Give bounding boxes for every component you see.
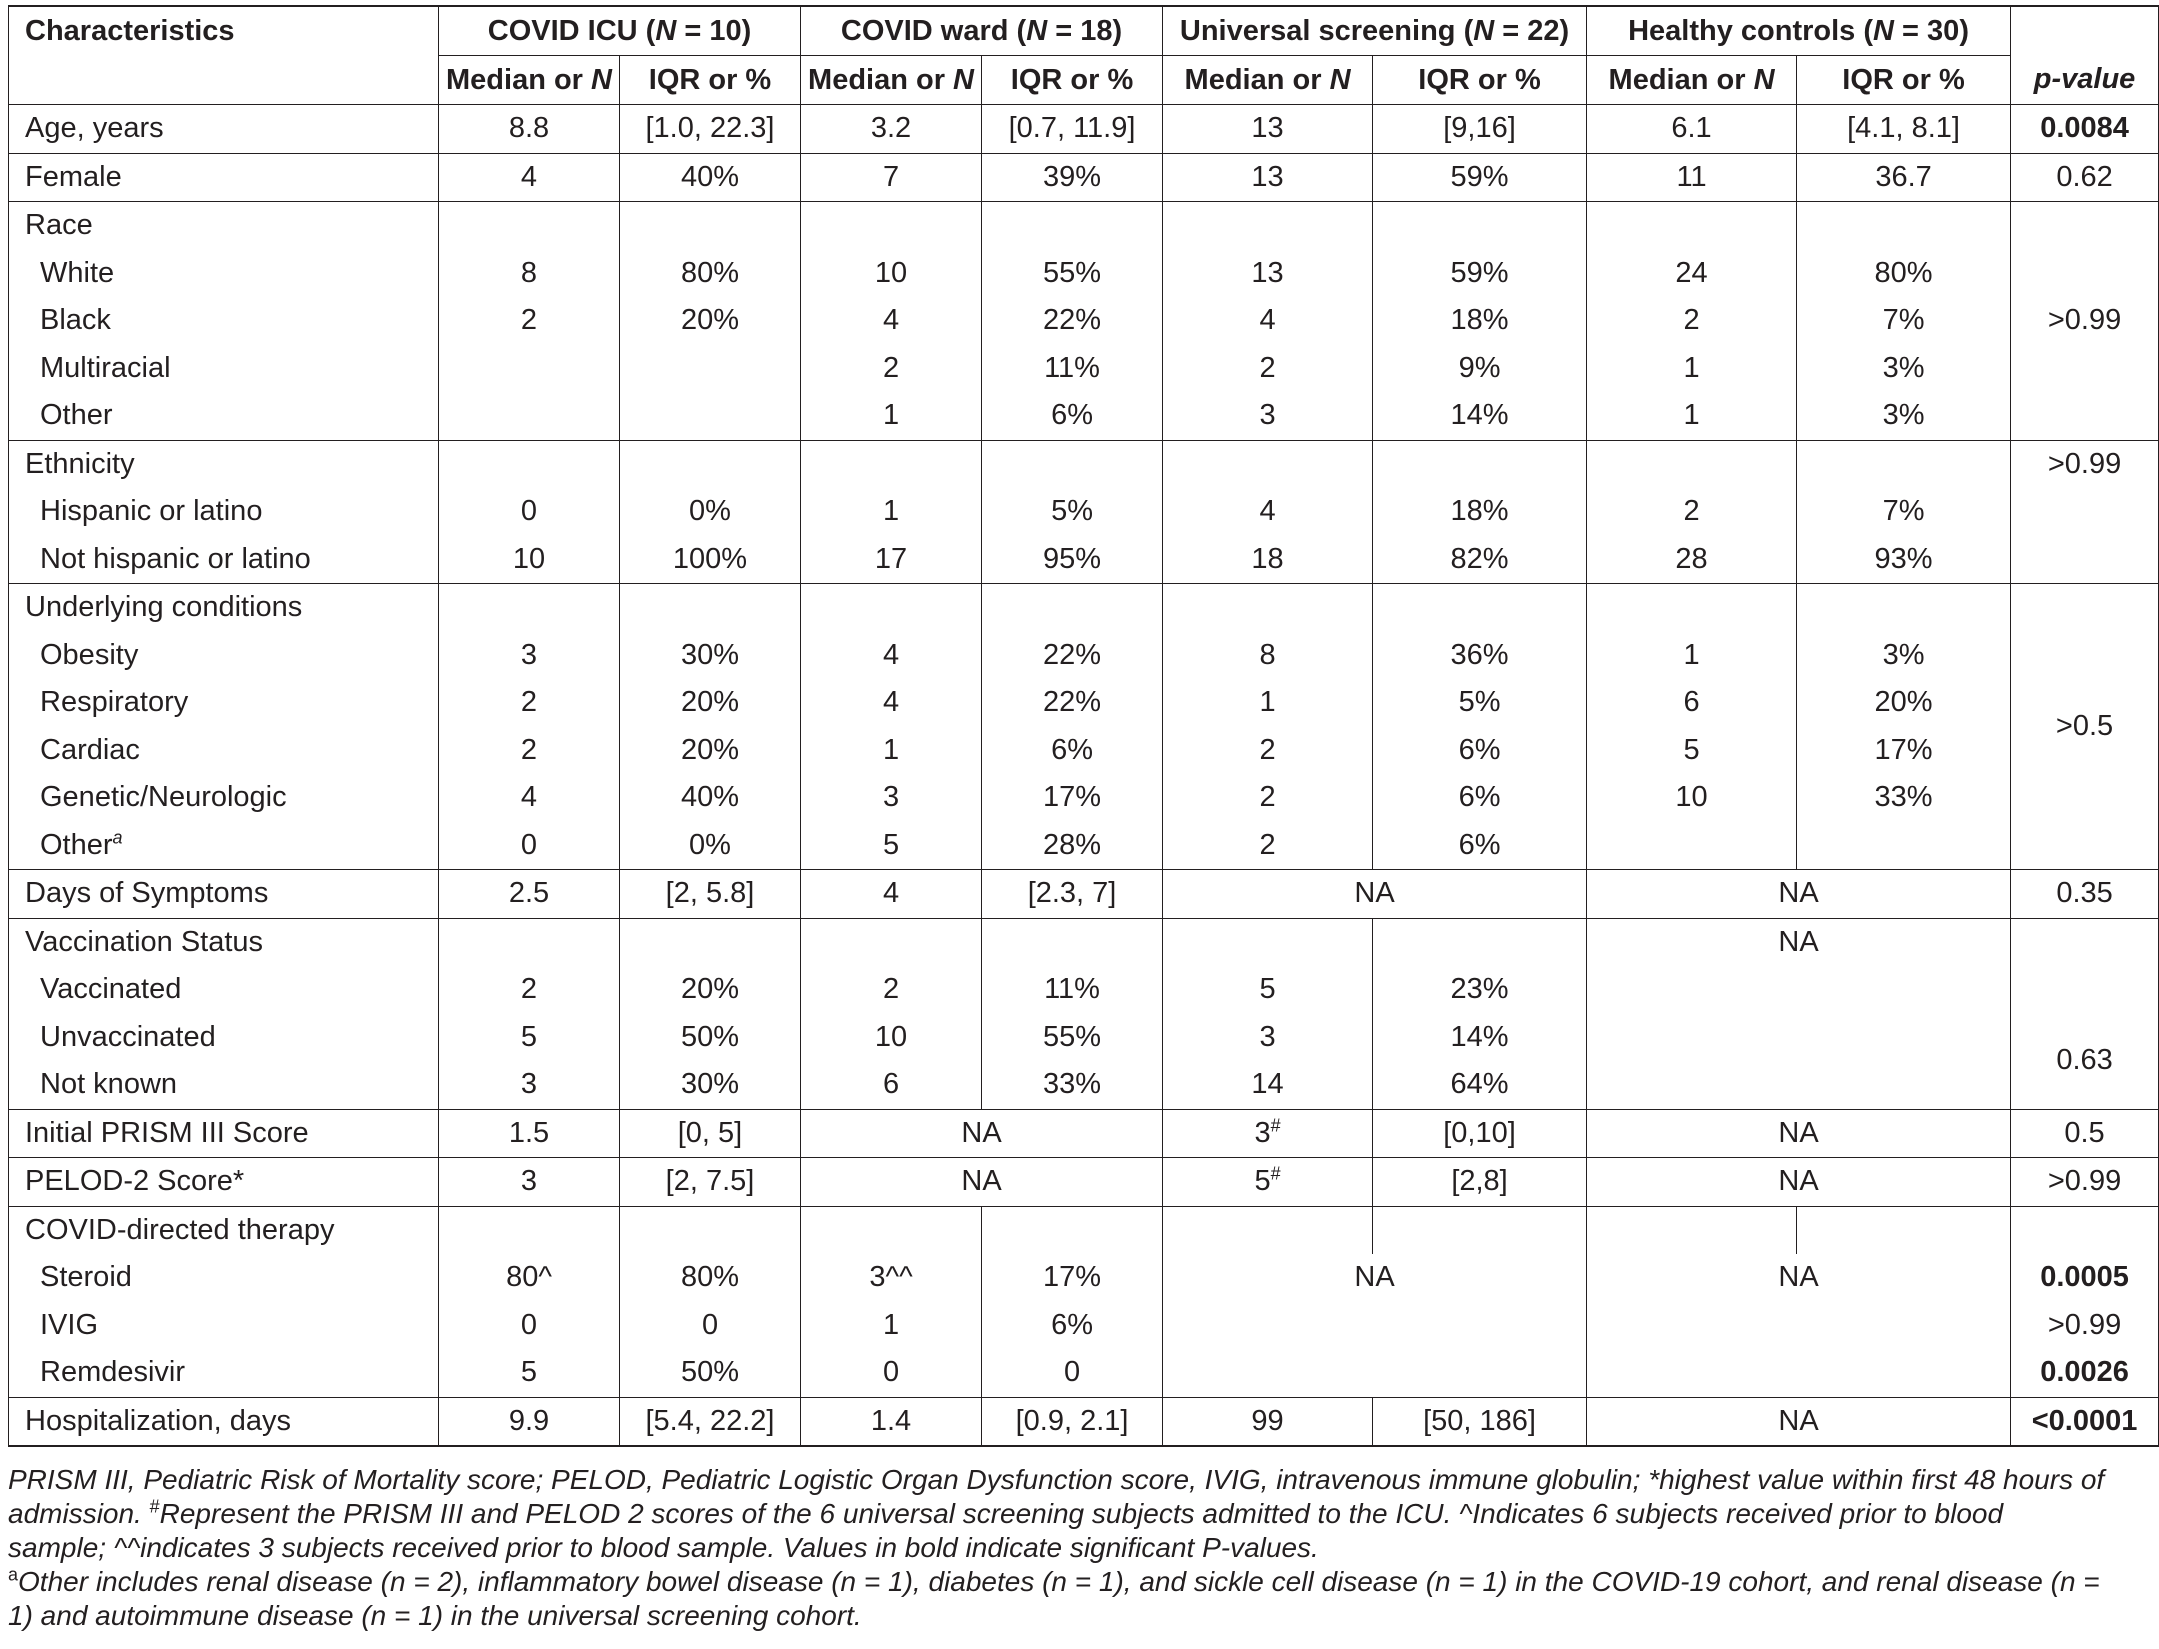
table-cell: 2	[1163, 345, 1373, 393]
table-cell: 0	[439, 488, 620, 536]
table-cell: 11	[1587, 153, 1797, 202]
table-row	[9, 488, 2159, 536]
table-row	[9, 1061, 2159, 1109]
table-cell: 33%	[982, 1061, 1163, 1109]
table-cell: 3	[1163, 1014, 1373, 1062]
table-row	[9, 1349, 2159, 1397]
table-cell: [4.1, 8.1]	[1797, 105, 2011, 154]
table-cell: 8.8	[439, 105, 620, 154]
table-cell: 80%	[620, 1254, 801, 1302]
table-cell: 5%	[982, 488, 1163, 536]
table-cell	[620, 392, 801, 440]
table-cell: 6	[1587, 679, 1797, 727]
table-cell: [9,16]	[1373, 105, 1587, 154]
row-label: IVIG	[9, 1302, 439, 1350]
table-row	[9, 1109, 2159, 1158]
table-cell: 50%	[620, 1349, 801, 1397]
subheader-median: Median or N	[439, 56, 620, 105]
table-cell: [0.9, 2.1]	[982, 1397, 1163, 1446]
table-row	[9, 202, 2159, 250]
table-cell: [5.4, 22.2]	[620, 1397, 801, 1446]
table-cell: 6%	[982, 727, 1163, 775]
pvalue-cell: <0.0001	[2011, 1397, 2159, 1446]
table-cell	[1587, 822, 1797, 870]
table-cell: 4	[801, 870, 982, 919]
table-cell: 3	[1163, 392, 1373, 440]
table-cell: 7	[801, 153, 982, 202]
table-row	[9, 966, 2159, 1014]
subheader-median: Median or N	[1587, 56, 1797, 105]
table-cell: [2, 7.5]	[620, 1158, 801, 1207]
table-row	[9, 1014, 2159, 1062]
table-cell: 18%	[1373, 297, 1587, 345]
table-cell: 2	[439, 679, 620, 727]
table-cell: 20%	[620, 727, 801, 775]
footnote-abbreviations: PRISM III, Pediatric Risk of Mortality score; PELOD, Pediatric Logistic Organ Dysfunction score, IVIG, intravenous immune globulin; *highest value within first 48 hours of admission. #Represent the PRISM III and PELOD 2 scores of the 6 universal screening subjects admitted to the ICU. ^Indicates 6 subjects received prior to blood sample; ^^indicates 3 subjects received prior to blood sample. Values in bold indicate significant P-values.	[8, 1464, 2105, 1563]
table-cell: 5	[1587, 727, 1797, 775]
table-cell: NA	[801, 1158, 1163, 1207]
table-cell: 24	[1587, 250, 1797, 298]
row-label: Unvaccinated	[9, 1014, 439, 1062]
table-cell: 30%	[620, 1061, 801, 1109]
row-label: Ethnicity	[9, 440, 439, 488]
table-cell: 3%	[1797, 632, 2011, 680]
table-row	[9, 727, 2159, 775]
table-cell: NA	[1587, 870, 2011, 919]
table-cell: 13	[1163, 250, 1373, 298]
table-row	[9, 1158, 2159, 1207]
table-cell: 5	[801, 822, 982, 870]
table-cell: 6%	[982, 1302, 1163, 1350]
row-label: Female	[9, 153, 439, 202]
row-label: White	[9, 250, 439, 298]
pvalue-cell: 0.0084	[2011, 105, 2159, 154]
table-cell: 14	[1163, 1061, 1373, 1109]
row-label: Obesity	[9, 632, 439, 680]
table-cell: 4	[801, 632, 982, 680]
table-cell: 9.9	[439, 1397, 620, 1446]
table-cell: 3	[439, 632, 620, 680]
table-cell: 80%	[1797, 250, 2011, 298]
table-cell: 1	[801, 1302, 982, 1350]
row-label: Hispanic or latino	[9, 488, 439, 536]
table-cell: 13	[1163, 153, 1373, 202]
table-cell: 1	[1587, 392, 1797, 440]
table-row	[9, 440, 2159, 488]
row-label: COVID-directed therapy	[9, 1206, 439, 1254]
table-cell: [50, 186]	[1373, 1397, 1587, 1446]
table-row	[9, 918, 2159, 966]
subheader-iqr: IQR or %	[1373, 56, 1587, 105]
pvalue-cell: >0.99	[2011, 1158, 2159, 1207]
row-label: Hospitalization, days	[9, 1397, 439, 1446]
row-label: PELOD-2 Score*	[9, 1158, 439, 1207]
table-cell: 59%	[1373, 153, 1587, 202]
table-row	[9, 250, 2159, 298]
table-cell: 6	[801, 1061, 982, 1109]
table-cell: 5	[1163, 966, 1373, 1014]
subheader-iqr: IQR or %	[1797, 56, 2011, 105]
header-row-groups	[9, 6, 2159, 56]
table-cell: NA	[1587, 1397, 2011, 1446]
table-cell: 17	[801, 536, 982, 584]
table-cell: 95%	[982, 536, 1163, 584]
table-cell: 55%	[982, 250, 1163, 298]
table-cell: 17%	[1797, 727, 2011, 775]
table-cell: 0	[439, 1302, 620, 1350]
table-cell: 8	[1163, 632, 1373, 680]
table-cell: 2	[1163, 774, 1373, 822]
table-row	[9, 297, 2159, 345]
table-cell: NA	[801, 1109, 1163, 1158]
header-group-healthy-controls: Healthy controls (N = 30)	[1587, 6, 2011, 56]
pvalue-cell: 0.63	[2011, 918, 2159, 1109]
table-cell: 50%	[620, 1014, 801, 1062]
table-cell: 59%	[1373, 250, 1587, 298]
table-cell: 36%	[1373, 632, 1587, 680]
table-cell: 6%	[1373, 774, 1587, 822]
table-cell: 1	[801, 392, 982, 440]
table-cell: 9%	[1373, 345, 1587, 393]
table-cell: 4	[439, 153, 620, 202]
table-cell: [0.7, 11.9]	[982, 105, 1163, 154]
table-cell: 14%	[1373, 1014, 1587, 1062]
table-cell: 80%	[620, 250, 801, 298]
row-label: Genetic/Neurologic	[9, 774, 439, 822]
table-cell: 10	[801, 1014, 982, 1062]
table-cell: 93%	[1797, 536, 2011, 584]
pvalue-cell: >0.99	[2011, 440, 2159, 488]
table-cell: 6%	[982, 392, 1163, 440]
table-cell: 3	[439, 1158, 620, 1207]
table-cell	[439, 392, 620, 440]
table-cell: 36.7	[1797, 153, 2011, 202]
table-cell: [0,10]	[1373, 1109, 1587, 1158]
table-cell: 3^^	[801, 1254, 982, 1302]
pvalue-cell: >0.99	[2011, 1302, 2159, 1350]
table-cell: 10	[439, 536, 620, 584]
table-row	[9, 105, 2159, 154]
pvalue-cell: >0.99	[2011, 202, 2159, 441]
characteristics-table	[8, 5, 2159, 1447]
table-cell	[1797, 822, 2011, 870]
subheader-iqr: IQR or %	[620, 56, 801, 105]
table-cell: 2	[439, 727, 620, 775]
table-cell: 2.5	[439, 870, 620, 919]
table-cell: [0, 5]	[620, 1109, 801, 1158]
table-cell: 3%	[1797, 345, 2011, 393]
table-cell: [1.0, 22.3]	[620, 105, 801, 154]
table-cell: 30%	[620, 632, 801, 680]
table-cell: 4	[1163, 488, 1373, 536]
table-cell: 64%	[1373, 1061, 1587, 1109]
table-row	[9, 536, 2159, 584]
subheader-median: Median or N	[1163, 56, 1373, 105]
row-label: Steroid	[9, 1254, 439, 1302]
table-cell: 2	[1163, 822, 1373, 870]
table-cell: 39%	[982, 153, 1163, 202]
table-cell: 6%	[1373, 822, 1587, 870]
table-cell: NA	[1587, 1254, 2011, 1302]
table-cell: 1	[1163, 679, 1373, 727]
table-cell: 18%	[1373, 488, 1587, 536]
table-row	[9, 345, 2159, 393]
table-cell: NA	[1163, 1254, 1587, 1302]
table-cell: 33%	[1797, 774, 2011, 822]
row-label: Race	[9, 202, 439, 250]
header-group-covid-ward: COVID ward (N = 18)	[801, 6, 1163, 56]
table-cell: 2	[439, 297, 620, 345]
table-footnotes	[8, 1463, 2108, 1633]
table-cell: 2	[439, 966, 620, 1014]
row-label: Age, years	[9, 105, 439, 154]
header-pvalue-top	[2011, 6, 2159, 56]
table-row	[9, 1397, 2159, 1446]
table-cell: 11%	[982, 966, 1163, 1014]
table-cell: 2	[1163, 727, 1373, 775]
table-cell: 4	[1163, 297, 1373, 345]
row-label: Other	[9, 392, 439, 440]
table-row	[9, 822, 2159, 870]
pvalue-cell: 0.35	[2011, 870, 2159, 919]
table-cell	[439, 345, 620, 393]
table-cell: 2	[1587, 488, 1797, 536]
table-cell: 3	[439, 1061, 620, 1109]
row-label: Cardiac	[9, 727, 439, 775]
footnote-other-conditions: $^a$Other includes renal disease (n = 2), inflammatory bowel disease (n = 1), diabetes (n = 1), and sickle cell disease (n = 1) in the COVID-19 cohort, and renal disease (n = 1) and autoimmune disease (n = 1) in the universal screening cohort.	[8, 1564, 2100, 1631]
table-cell: 3.2	[801, 105, 982, 154]
table-cell: 10	[1587, 774, 1797, 822]
table-cell: 5#	[1163, 1158, 1373, 1207]
row-label: Remdesivir	[9, 1349, 439, 1397]
table-cell: 14%	[1373, 392, 1587, 440]
table-cell: 5%	[1373, 679, 1587, 727]
table-row	[9, 774, 2159, 822]
table-cell: 28%	[982, 822, 1163, 870]
table-cell: 23%	[1373, 966, 1587, 1014]
pvalue-cell: 0.0026	[2011, 1349, 2159, 1397]
table-cell: 80^	[439, 1254, 620, 1302]
row-label: Other$^a$	[9, 822, 439, 870]
table-cell: 13	[1163, 105, 1373, 154]
table-row	[9, 679, 2159, 727]
subheader-iqr: IQR or %	[982, 56, 1163, 105]
table-cell: 22%	[982, 679, 1163, 727]
table-cell: 22%	[982, 632, 1163, 680]
table-cell: [2.3, 7]	[982, 870, 1163, 919]
table-cell: 3%	[1797, 392, 2011, 440]
table-cell: NA	[1587, 1158, 2011, 1207]
table-cell: 1	[1587, 345, 1797, 393]
table-cell: 1	[801, 727, 982, 775]
table-cell: 7%	[1797, 297, 2011, 345]
table-cell: 0%	[620, 822, 801, 870]
header-empty	[9, 56, 439, 105]
table-cell: 7%	[1797, 488, 2011, 536]
table-cell: 22%	[982, 297, 1163, 345]
table-row	[9, 1206, 2159, 1254]
table-cell: 3#	[1163, 1109, 1373, 1158]
table-cell: 2	[1587, 297, 1797, 345]
table-row	[9, 392, 2159, 440]
row-label: Days of Symptoms	[9, 870, 439, 919]
table-cell: 1.5	[439, 1109, 620, 1158]
table-row	[9, 1302, 2159, 1350]
table-cell: 6%	[1373, 727, 1587, 775]
table-cell: 1.4	[801, 1397, 982, 1446]
header-pvalue: p-value	[2011, 56, 2159, 105]
subheader-median: Median or N	[801, 56, 982, 105]
pvalue-cell: 0.62	[2011, 153, 2159, 202]
table-cell: NA	[1587, 1109, 2011, 1158]
table-cell: 4	[801, 297, 982, 345]
table-cell: 17%	[982, 774, 1163, 822]
row-label: Not known	[9, 1061, 439, 1109]
table-cell: 4	[439, 774, 620, 822]
table-cell: 28	[1587, 536, 1797, 584]
header-group-covid-icu: COVID ICU (N = 10)	[439, 6, 801, 56]
table-cell: [2,8]	[1373, 1158, 1587, 1207]
table-cell: 55%	[982, 1014, 1163, 1062]
pvalue-cell: 0.0005	[2011, 1254, 2159, 1302]
table-cell: 0	[620, 1302, 801, 1350]
row-label: Black	[9, 297, 439, 345]
table-cell: 3	[801, 774, 982, 822]
table-cell: 20%	[1797, 679, 2011, 727]
table-cell: 18	[1163, 536, 1373, 584]
table-row	[9, 153, 2159, 202]
header-row-subcolumns	[9, 56, 2159, 105]
table-cell: 1	[801, 488, 982, 536]
table-cell	[620, 345, 801, 393]
table-cell: 99	[1163, 1397, 1373, 1446]
table-cell: 40%	[620, 774, 801, 822]
table-row	[9, 870, 2159, 919]
row-label: Vaccination Status	[9, 918, 439, 966]
row-label: Respiratory	[9, 679, 439, 727]
table-cell: NA	[1163, 870, 1587, 919]
table-row	[9, 1254, 2159, 1302]
table-cell: 8	[439, 250, 620, 298]
table-cell: 5	[439, 1349, 620, 1397]
header-group-universal-screening: Universal screening (N = 22)	[1163, 6, 1587, 56]
table-cell: 10	[801, 250, 982, 298]
table-cell: 100%	[620, 536, 801, 584]
table-cell: 0%	[620, 488, 801, 536]
row-label: Multiracial	[9, 345, 439, 393]
table-cell: 1	[1587, 632, 1797, 680]
table-cell: 0	[801, 1349, 982, 1397]
table-cell: 17%	[982, 1254, 1163, 1302]
pvalue-cell: 0.5	[2011, 1109, 2159, 1158]
table-cell: 40%	[620, 153, 801, 202]
table-cell: 2	[801, 966, 982, 1014]
table-row	[9, 584, 2159, 632]
row-label: Not hispanic or latino	[9, 536, 439, 584]
table-cell: 5	[439, 1014, 620, 1062]
table-cell: [2, 5.8]	[620, 870, 801, 919]
row-label: Vaccinated	[9, 966, 439, 1014]
table-cell: 6.1	[1587, 105, 1797, 154]
table-row	[9, 632, 2159, 680]
pvalue-cell: >0.5	[2011, 584, 2159, 870]
table-cell: 82%	[1373, 536, 1587, 584]
table-cell: 20%	[620, 966, 801, 1014]
table-cell: 2	[801, 345, 982, 393]
table-cell: 0	[439, 822, 620, 870]
table-cell: 0	[982, 1349, 1163, 1397]
header-characteristics: Characteristics	[9, 6, 439, 56]
table-cell: 4	[801, 679, 982, 727]
row-label: Underlying conditions	[9, 584, 439, 632]
table-cell: 20%	[620, 297, 801, 345]
row-label: Initial PRISM III Score	[9, 1109, 439, 1158]
table-cell: 20%	[620, 679, 801, 727]
table-cell: NA	[1587, 918, 2011, 966]
table-cell: 11%	[982, 345, 1163, 393]
